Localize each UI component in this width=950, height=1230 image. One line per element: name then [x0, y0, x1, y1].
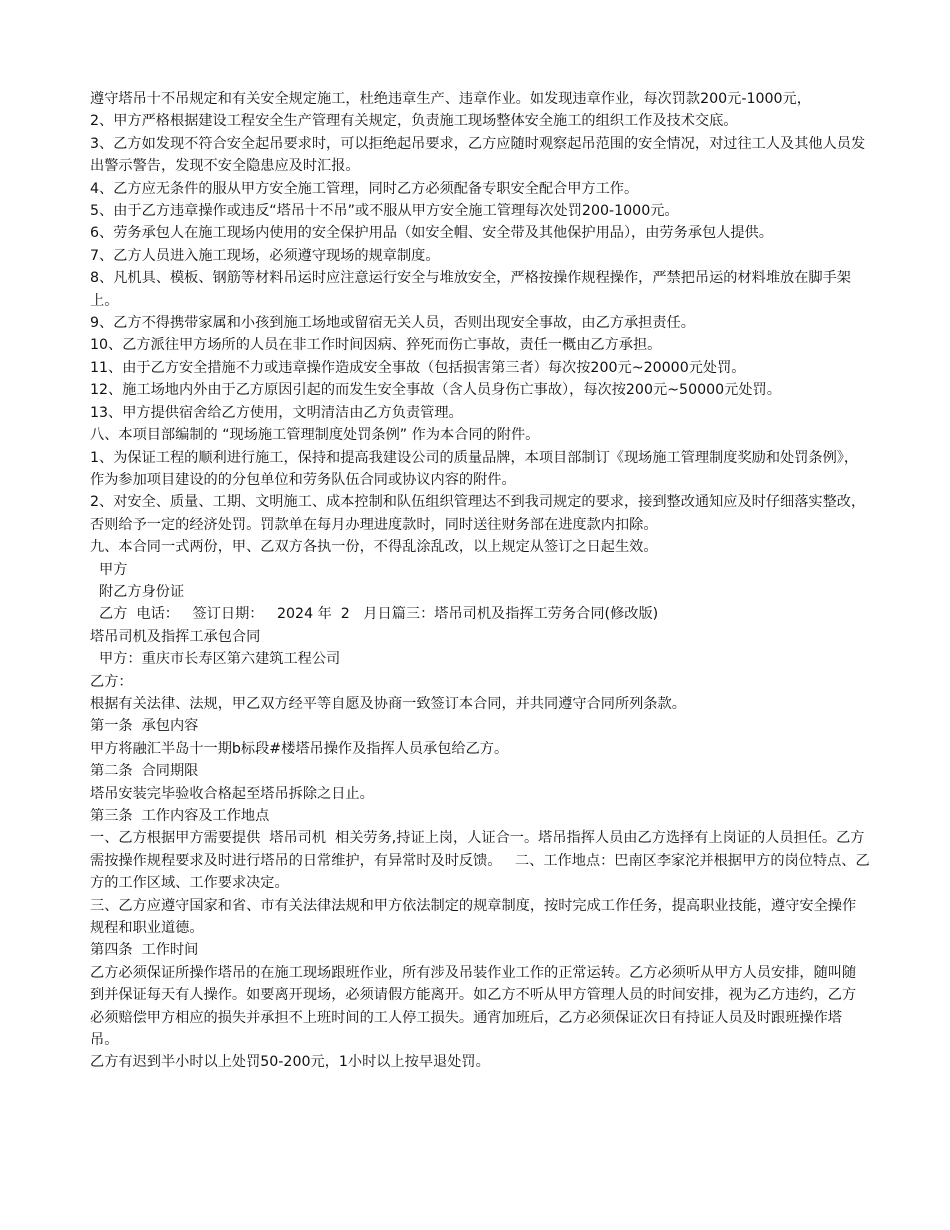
- paragraph: 三、乙方应遵守国家和省、市有关法律法规和甲方依法制定的规章制度，按时完成工作任务，提高职业技能，遵守安全操作规程和职业道德。: [90, 897, 857, 937]
- paragraph: 塔吊安装完毕验收合格起至塔吊拆除之日止。: [90, 785, 374, 802]
- signature-line: 乙方 电话： 签订日期： 2024 年 2 月日篇三：塔吊司机及指挥工劳务合同(修改版): [90, 606, 659, 623]
- paragraph: 2、甲方严格根据建设工程安全生产管理有关规定，负责施工现场整体安全施工的组织工作及技术交底。: [90, 113, 738, 130]
- article-heading: 第四条 工作时间: [90, 942, 199, 959]
- section-heading: 九、本合同一式两份，甲、乙双方各执一份，不得乱涂乱改，以上规定从签订之日起生效。: [90, 539, 658, 556]
- paragraph: 5、由于乙方违章操作或违反“塔吊十不吊”或不服从甲方安全施工管理每次处罚200-1000元。: [90, 203, 679, 220]
- paragraph: 6、劳务承包人在施工现场内使用的安全保护用品（如安全帽、安全带及其他保护用品），由劳务承包人提供。: [90, 225, 773, 242]
- paragraph: 遵守塔吊十不吊规定和有关安全规定施工，杜绝违章生产、违章作业。如发现违章作业，每次罚款200元-1000元，: [90, 91, 811, 107]
- section-heading: 八、本项目部编制的 “现场施工管理制度处罚条例” 作为本合同的附件。: [90, 427, 540, 444]
- article-heading: 第三条 工作内容及工作地点: [90, 808, 270, 824]
- paragraph: 9、乙方不得携带家属和小孩到施工场地或留宿无关人员，否则出现安全事故，由乙方承担责任。: [90, 315, 695, 332]
- paragraph: 乙方必须保证所操作塔吊的在施工现场跟班作业，所有涉及吊装作业工作的正常运转。乙方必须听从甲方人员安排，随叫随到并保证每天有人操作。如要离开现场，必须请假方能离开。如乙方不听从甲方管理人员的时间安排，视为乙方违约，乙方必须赔偿甲方相应的损失并承担不上班时间的工人停工损失。通宵加班后，乙方必须保证次日有持证人员及时跟班操作塔吊。: [90, 964, 857, 1049]
- paragraph: 乙方有迟到半小时以上处罚50-200元，1小时以上按早退处罚。: [90, 1054, 490, 1071]
- paragraph: 甲方将融汇半岛十一期b标段#楼塔吊操作及指挥人员承包给乙方。: [90, 740, 509, 757]
- paragraph: 13、甲方提供宿舍给乙方使用，文明清洁由乙方负责管理。: [90, 404, 463, 421]
- paragraph: 8、凡机具、模板、钢筋等材料吊运时应注意运行安全与堆放安全，严格按操作规程操作，严禁把吊运的材料堆放在脚手架上。: [90, 270, 851, 309]
- article-heading: 第二条 合同期限: [90, 763, 199, 780]
- paragraph: 一、乙方根据甲方需要提供 塔吊司机 相关劳务,持证上岗，人证合一。塔吊指挥人员由乙方选择有上岗证的人员担任。乙方需按操作规程要求及时进行塔吊的日常维护，有异常时及时反馈。 二、工作地点：巴南区李家沱并根据甲方的岗位特点、乙方的工作区域、工作要求决定。: [90, 830, 870, 892]
- paragraph: 10、乙方派往甲方场所的人员在非工作时间因病、猝死而伤亡事故，责任一概由乙方承担。: [90, 337, 662, 354]
- paragraph: 4、乙方应无条件的服从甲方安全施工管理，同时乙方必须配备专职安全配合甲方工作。: [90, 180, 639, 197]
- article-heading: 第一条 承包内容: [90, 718, 199, 735]
- document-body: [90, 88, 870, 1074]
- party-a: 甲方：重庆市长寿区第六建筑工程公司: [90, 651, 341, 668]
- paragraph: 根据有关法律、法规，甲乙双方经平等自愿及协商一致签订本合同，并共同遵守合同所列条款。: [90, 695, 686, 712]
- contract-title: 塔吊司机及指挥工承包合同: [90, 628, 261, 645]
- paragraph: 1、为保证工程的顺利进行施工，保持和提高我建设公司的质量品牌，本项目部制订《现场施工管理制度奖励和处罚条例》，作为参加项目建设的的分包单位和劳务队伍合同或协议内容的附件。: [90, 449, 859, 488]
- signature-party-a: 甲方: [90, 561, 128, 578]
- attachment-note: 附乙方身份证: [90, 583, 185, 600]
- paragraph: 2、对安全、质量、工期、文明施工、成本控制和队伍组织管理达不到我司规定的要求，接到整改通知应及时仔细落实整改，否则给予一定的经济处罚。罚款单在每月办理进度款时，同时送往财务部在进度款内扣除。: [90, 494, 866, 533]
- paragraph: 11、由于乙方安全措施不力或违章操作造成安全事故（包括损害第三者）每次按200元~20000元处罚。: [90, 359, 746, 376]
- party-b: 乙方：: [90, 673, 133, 690]
- paragraph: 7、乙方人员进入施工现场，必须遵守现场的规章制度。: [90, 247, 440, 264]
- paragraph: 3、乙方如发现不符合安全起吊要求时，可以拒绝起吊要求，乙方应随时观察起吊范围的安全情况，对过往工人及其他人员发出警示警告，发现不安全隐患应及时汇报。: [90, 135, 866, 175]
- paragraph: 12、施工场地内外由于乙方原因引起的而发生安全事故（含人员身伤亡事故），每次按200元~50000元处罚。: [90, 382, 781, 399]
